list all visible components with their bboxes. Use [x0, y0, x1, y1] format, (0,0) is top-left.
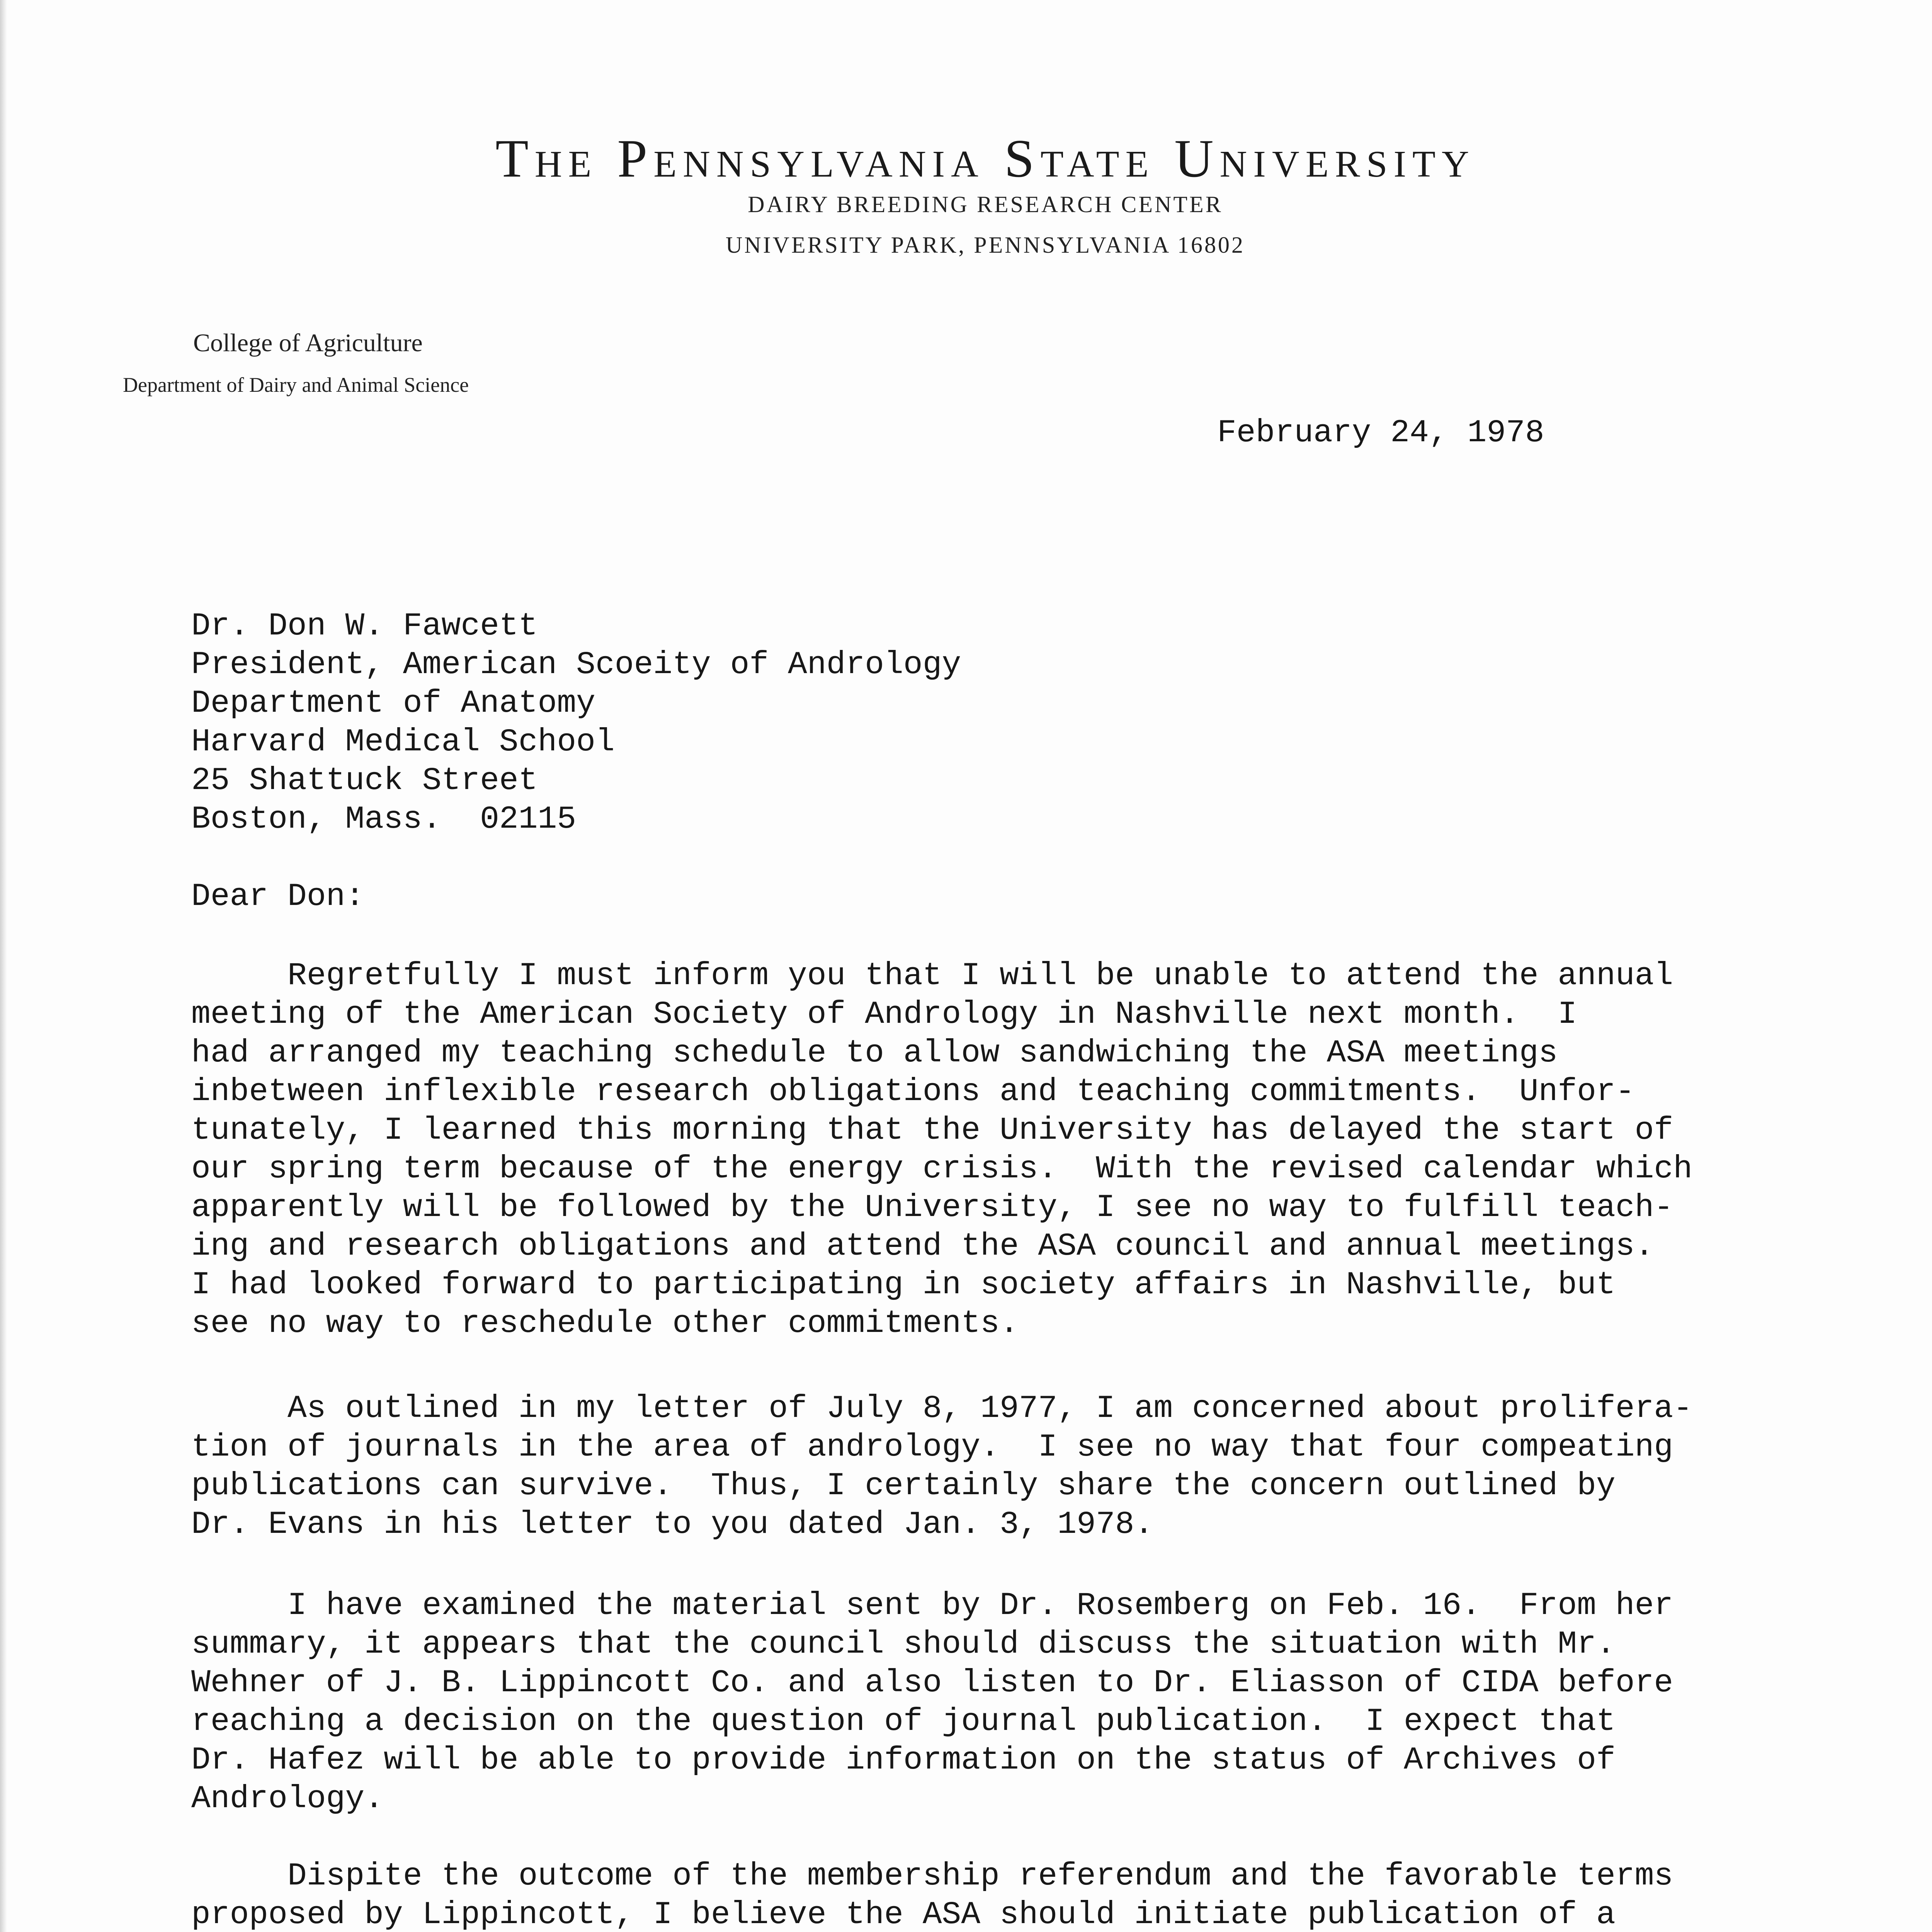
recipient-line: Department of Anatomy: [191, 685, 595, 721]
paragraph-line: tion of journals in the area of andrology. I see no way that four compeating: [191, 1429, 1673, 1465]
paragraph-line: Dispite the outcome of the membership referendum and the favorable terms: [191, 1858, 1673, 1894]
paragraph-line: I have examined the material sent by Dr. Rosemberg on Feb. 16. From her: [191, 1587, 1673, 1624]
recipient-line: President, American Scoeity of Andrology: [191, 646, 961, 683]
letter-date: February 24, 1978: [1217, 415, 1544, 451]
paragraph-line: Andrology.: [191, 1781, 384, 1817]
paragraph-line: ing and research obligations and attend the ASA council and annual meetings.: [191, 1228, 1654, 1264]
paragraph-line: As outlined in my letter of July 8, 1977, I am concerned about prolifera-: [191, 1390, 1693, 1427]
recipient-address: [191, 607, 961, 838]
body-paragraph-3: [191, 1586, 1718, 1818]
paragraph-line: tunately, I learned this morning that the University has delayed the start of: [191, 1112, 1673, 1148]
paragraph-line: reaching a decision on the question of journal publication. I expect that: [191, 1703, 1616, 1740]
recipient-line: 25 Shattuck Street: [191, 762, 538, 799]
recipient-line: Harvard Medical School: [191, 724, 615, 760]
paragraph-line: summary, it appears that the council should discuss the situation with Mr.: [191, 1626, 1616, 1662]
paragraph-line: Dr. Evans in his letter to you dated Jan. 3, 1978.: [191, 1506, 1154, 1543]
scan-edge-left: [0, 0, 7, 1932]
letterhead-address: UNIVERSITY PARK, PENNSYLVANIA 16802: [725, 232, 1245, 258]
paragraph-line: meeting of the American Society of Andrology in Nashville next month. I: [191, 996, 1577, 1032]
paragraph-line: see no way to reschedule other commitments.: [191, 1305, 1019, 1342]
paragraph-line: Dr. Hafez will be able to provide information on the status of Archives of: [191, 1742, 1616, 1778]
letterhead-center: DAIRY BREEDING RESEARCH CENTER: [748, 192, 1223, 217]
letterhead-department: Department of Dairy and Animal Science: [123, 373, 469, 396]
paragraph-line: I had looked forward to participating in society affairs in Nashville, but: [191, 1267, 1616, 1303]
letterhead-institution: The Pennsylvania State University: [495, 129, 1475, 189]
recipient-line: Boston, Mass. 02115: [191, 801, 577, 837]
paragraph-line: had arranged my teaching schedule to allow sandwiching the ASA meetings: [191, 1035, 1558, 1071]
body-paragraph-2: [191, 1389, 1718, 1544]
body-paragraph-1: [191, 956, 1718, 1343]
paragraph-line: Regretfully I must inform you that I will be unable to attend the annual: [191, 957, 1673, 994]
paragraph-line: proposed by Lippincott, I believe the ASA should initiate publication of a: [191, 1896, 1616, 1932]
body-paragraph-4: [191, 1857, 1718, 1932]
paragraph-line: inbetween inflexible research obligations and teaching commitments. Unfor-: [191, 1073, 1635, 1110]
paragraph-line: Wehner of J. B. Lippincott Co. and also listen to Dr. Eliasson of CIDA before: [191, 1665, 1673, 1701]
paragraph-line: our spring term because of the energy crisis. With the revised calendar which: [191, 1151, 1693, 1187]
letterhead-college: College of Agriculture: [193, 329, 423, 357]
recipient-line: Dr. Don W. Fawcett: [191, 608, 538, 644]
paragraph-line: publications can survive. Thus, I certainly share the concern outlined by: [191, 1468, 1616, 1504]
salutation: Dear Don:: [191, 878, 365, 915]
paragraph-line: apparently will be followed by the University, I see no way to fulfill teach-: [191, 1189, 1673, 1226]
